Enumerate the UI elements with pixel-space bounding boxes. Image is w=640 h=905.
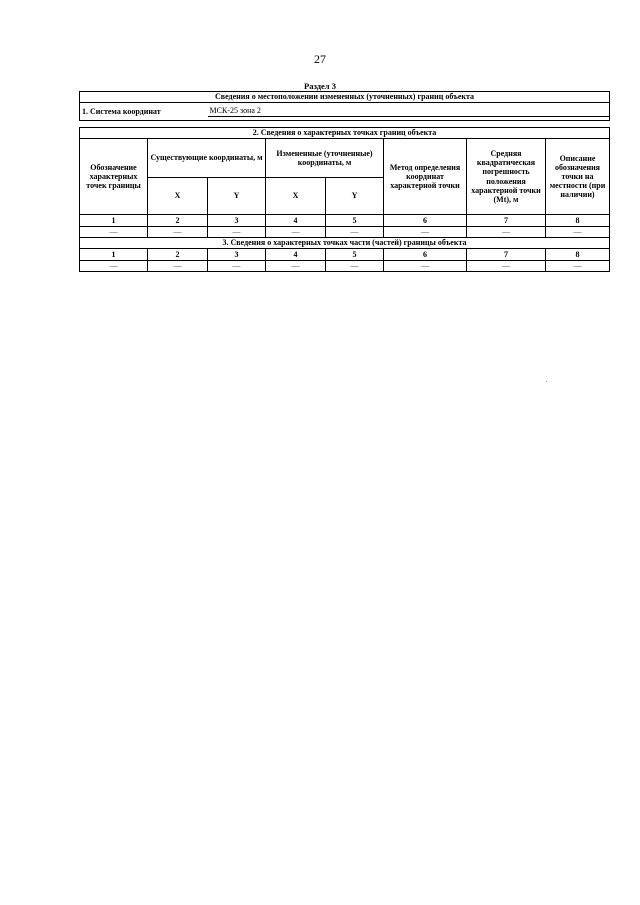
table-title-row xyxy=(80,92,610,103)
header-designation: Обозначение характерных точек границы xyxy=(80,139,148,215)
table-cell: — xyxy=(266,261,326,272)
table-cell: — xyxy=(326,227,384,238)
header-changed-x: X xyxy=(266,178,326,215)
header-existing-y: Y xyxy=(208,178,266,215)
column-number: 6 xyxy=(384,249,467,261)
spacer-row xyxy=(80,121,610,128)
column-number: 2 xyxy=(148,249,208,261)
part-column-numbers xyxy=(80,249,610,261)
header-existing-x: X xyxy=(148,178,208,215)
spacer-cell xyxy=(80,121,610,128)
column-number: 7 xyxy=(467,249,546,261)
table-cell: — xyxy=(148,227,208,238)
table-cell: — xyxy=(208,227,266,238)
points-header-row xyxy=(80,139,610,178)
header-existing: Существующие координаты, м xyxy=(148,139,266,178)
column-number: 2 xyxy=(148,215,208,227)
section-title: Раздел 3 xyxy=(304,81,336,91)
table-cell: — xyxy=(266,227,326,238)
part-section-title: 3. Сведения о характерных точках части (частей) границы объекта xyxy=(80,238,610,249)
column-number: 1 xyxy=(80,249,148,261)
column-number: 3 xyxy=(208,249,266,261)
points-section-title: 2. Сведения о характерных точках границ объекта xyxy=(80,128,610,139)
header-changed: Измененные (уточненные) координаты, м xyxy=(266,139,384,178)
coordinate-system-value xyxy=(208,103,610,121)
header-method: Метод определения координат характерной точки xyxy=(384,139,467,215)
table-cell: — xyxy=(467,227,546,238)
column-number: 8 xyxy=(546,249,610,261)
table-cell: — xyxy=(546,227,610,238)
column-number: 8 xyxy=(546,215,610,227)
coordinate-system-label: 1. Система координат xyxy=(80,103,208,121)
table-cell: — xyxy=(148,261,208,272)
header-error: Средняя квадратическая погрешность положения характерной точки (Mt), м xyxy=(467,139,546,215)
column-number: 3 xyxy=(208,215,266,227)
column-number: 5 xyxy=(326,249,384,261)
points-column-numbers xyxy=(80,215,610,227)
coordinate-system-value-text: МСК-25 зона 2 xyxy=(208,106,610,116)
boundary-table xyxy=(79,91,610,272)
header-changed-y: Y xyxy=(326,178,384,215)
table-cell: — xyxy=(80,227,148,238)
header-description: Описание обозначения точки на местности (при наличии) xyxy=(546,139,610,215)
table-cell: — xyxy=(384,261,467,272)
column-number: 4 xyxy=(266,215,326,227)
table-cell: — xyxy=(326,261,384,272)
table-cell: — xyxy=(384,227,467,238)
scan-artifact xyxy=(546,381,547,382)
column-number: 5 xyxy=(326,215,384,227)
table-cell: — xyxy=(467,261,546,272)
table-cell: — xyxy=(546,261,610,272)
page-number: 27 xyxy=(314,52,326,66)
table-row xyxy=(80,227,610,238)
table-cell: — xyxy=(208,261,266,272)
column-number: 1 xyxy=(80,215,148,227)
table-cell: — xyxy=(80,261,148,272)
column-number: 7 xyxy=(467,215,546,227)
table-row xyxy=(80,261,610,272)
part-section-title-row xyxy=(80,238,610,249)
column-number: 6 xyxy=(384,215,467,227)
points-section-title-row xyxy=(80,128,610,139)
coordinate-system-row xyxy=(80,103,610,121)
column-number: 4 xyxy=(266,249,326,261)
table-title: Сведения о местоположении измененных (уточненных) границ объекта xyxy=(80,92,610,103)
